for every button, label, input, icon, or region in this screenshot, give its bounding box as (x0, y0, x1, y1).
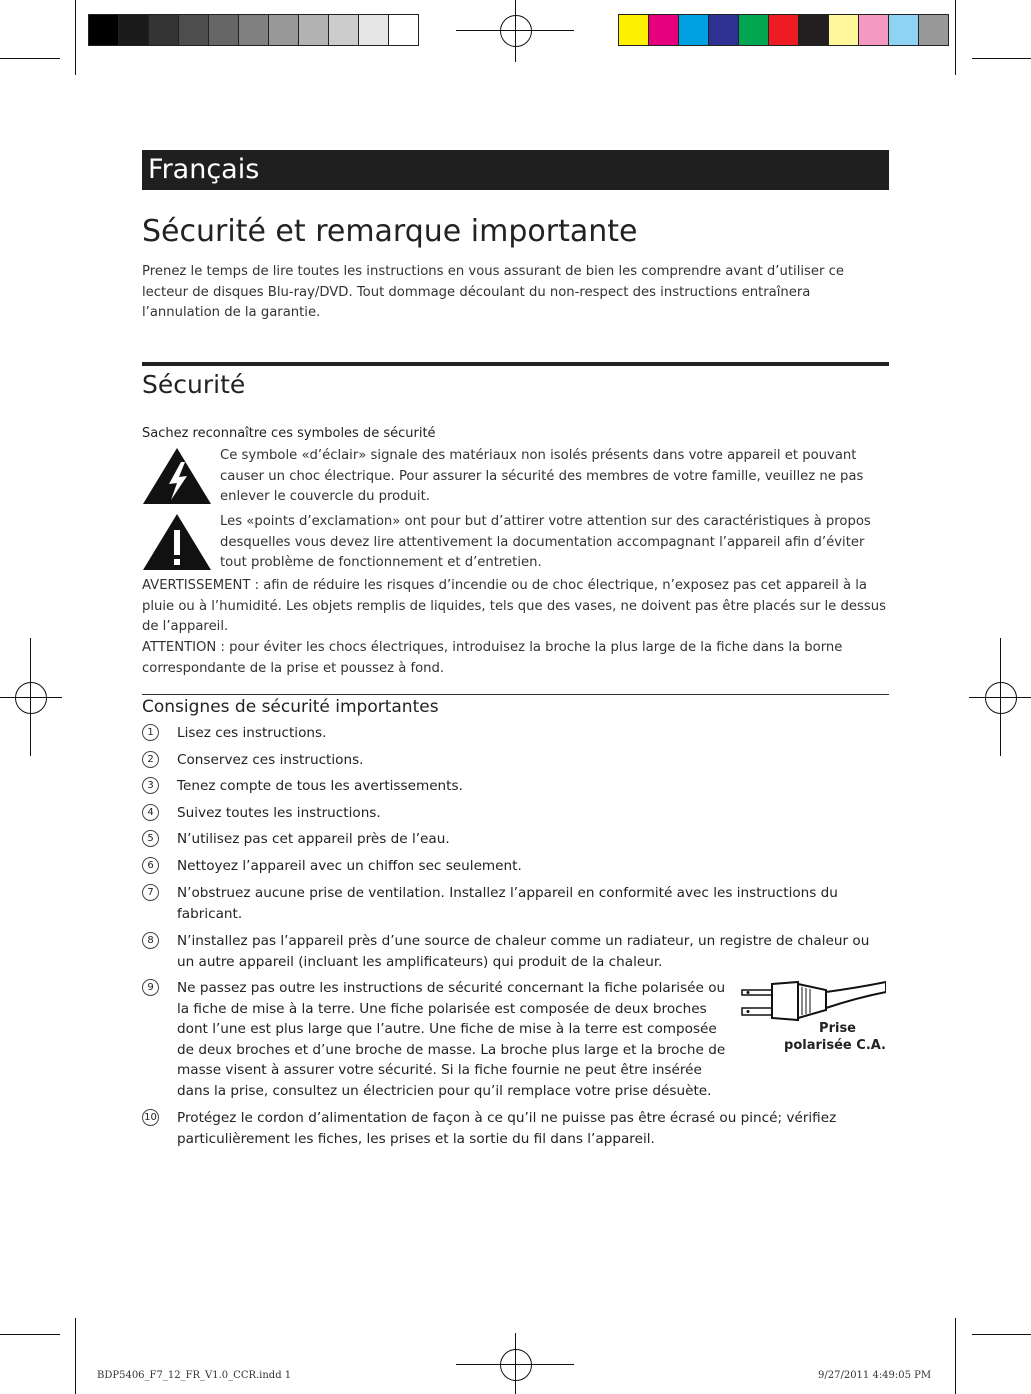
color-swatch (359, 15, 389, 45)
crop-mark (955, 0, 956, 75)
registration-mark (500, 15, 532, 47)
color-swatch (329, 15, 359, 45)
item-number: 6 (142, 857, 159, 874)
consignes-divider (142, 694, 889, 695)
exclamation-warning-icon (141, 512, 213, 572)
warning-paragraph: AVERTISSEMENT : afin de réduire les risques d’incendie ou de choc électrique, n’exposez pas cet appareil à la pluie ou à l’humidité. Les objets remplis de liquides, tels que des vases, ne doivent pas être placés sur le dessus de l’appareil. (142, 578, 886, 634)
item-text: N’utilisez pas cet appareil près de l’eau. (177, 831, 450, 847)
footer-timestamp: 9/27/2011 4:49:05 PM (818, 1370, 932, 1381)
item-text: Ne passez pas outre les instructions de sécurité concernant la fiche polarisée ou la fiche de mise à la terre. Une fiche polarisée est composée de deux broches dont l’une est plus large que l’autre. Une fiche de mise à la terre est composée de deux broches et d’une broche de masse. La broche plus large et la broche de masse visent à assurer votre sécurité. Si la fiche fournie ne peut être insérée dans la prise, consultez un électricien pour qu’il remplace votre prise désuète. (177, 980, 726, 1099)
item-number: 8 (142, 932, 159, 949)
color-swatch (799, 15, 829, 45)
intro-paragraph: Prenez le temps de lire toutes les instructions en vous assurant de bien les comprendre avant d’utiliser ce lecteur de disques Blu-ray/DVD. Tout dommage découlant du non-respect des instructions entraînera l’annulation de la garantie. (142, 264, 844, 320)
crop-mark (0, 58, 60, 59)
item-text: Suivez toutes les instructions. (177, 805, 381, 821)
item-text: Protégez le cordon d’alimentation de façon à ce qu’il ne puisse pas être écrasé ou pincé; vérifiez particulièrement les fiches, les prises et la sortie du fil dans l’appareil. (177, 1110, 837, 1147)
symbols-heading: Sachez reconnaître ces symboles de sécurité (142, 426, 436, 441)
exclamation-symbol-text: Les «points d’exclamation» ont pour but d’attirer votre attention sur des caractéristiques à propos desquelles vous devez lire attentivement la documentation accompagnant l’appareil afin d’éviter tout problème de fonctionnement et d’entretien. (220, 514, 871, 570)
lightning-warning-icon (141, 446, 213, 506)
registration-mark (985, 682, 1017, 714)
item-number: 9 (142, 979, 159, 996)
item-number: 5 (142, 830, 159, 847)
color-swatch (179, 15, 209, 45)
item-text: Conservez ces instructions. (177, 752, 364, 768)
color-swatch (859, 15, 889, 45)
color-swatch (889, 15, 919, 45)
color-swatch (299, 15, 329, 45)
color-swatch (829, 15, 859, 45)
color-swatch (389, 15, 418, 45)
item-number: 7 (142, 884, 159, 901)
color-swatch (119, 15, 149, 45)
item-text: Nettoyez l’appareil avec un chiffon sec seulement. (177, 858, 522, 874)
footer-filename: BDP5406_F7_12_FR_V1.0_CCR.indd 1 (97, 1370, 292, 1381)
crop-mark (972, 1334, 1031, 1335)
crop-mark (972, 58, 1031, 59)
item-number: 10 (142, 1109, 159, 1126)
registration-mark (500, 1349, 532, 1381)
color-swatch (739, 15, 769, 45)
color-swatch (149, 15, 179, 45)
polarized-plug-icon (736, 978, 886, 1024)
language-banner: Français (142, 150, 889, 190)
consignes-title: Consignes de sécurité importantes (142, 697, 439, 717)
item-text: Tenez compte de tous les avertissements. (177, 778, 463, 794)
color-swatch (269, 15, 299, 45)
item-text: N’installez pas l’appareil près d’une source de chaleur comme un radiateur, un registre de chaleur ou un autre appareil (incluant les amplificateurs) qui produit de la chaleur. (177, 933, 870, 970)
gray-calibration-strip (88, 14, 419, 46)
section-title: Sécurité (142, 370, 246, 399)
color-swatch (239, 15, 269, 45)
item-text: N’obstruez aucune prise de ventilation. Installez l’appareil en conformité avec les instructions du fabricant. (177, 885, 838, 922)
registration-mark (15, 682, 47, 714)
plug-label-line1: Prise (819, 1021, 856, 1036)
color-swatch (209, 15, 239, 45)
lightning-symbol-text: Ce symbole «d’éclair» signale des matériaux non isolés présents dans votre appareil et pouvant causer un choc électrique. Pour assurer la sécurité des membres de votre famille, veuillez ne pas enlever le couvercle du produit. (220, 448, 864, 504)
plug-label-line2: polarisée C.A. (784, 1038, 886, 1053)
item-number: 2 (142, 751, 159, 768)
crop-mark (75, 0, 76, 75)
color-swatch (619, 15, 649, 45)
item-text: Lisez ces instructions. (177, 725, 327, 741)
section-divider (142, 362, 889, 366)
item-number: 3 (142, 777, 159, 794)
caution-paragraph: ATTENTION : pour éviter les chocs électriques, introduisez la broche la plus large de la fiche dans la borne correspondante de la prise et poussez à fond. (142, 640, 843, 676)
color-swatch (919, 15, 948, 45)
item-number: 4 (142, 804, 159, 821)
color-swatch (709, 15, 739, 45)
crop-mark (0, 1334, 60, 1335)
color-swatch (649, 15, 679, 45)
crop-mark (955, 1318, 956, 1394)
color-swatch (769, 15, 799, 45)
color-swatch (679, 15, 709, 45)
crop-mark (75, 1318, 76, 1394)
item-number: 1 (142, 724, 159, 741)
color-calibration-strip (618, 14, 949, 46)
page-title: Sécurité et remarque importante (142, 214, 638, 249)
color-swatch (89, 15, 119, 45)
